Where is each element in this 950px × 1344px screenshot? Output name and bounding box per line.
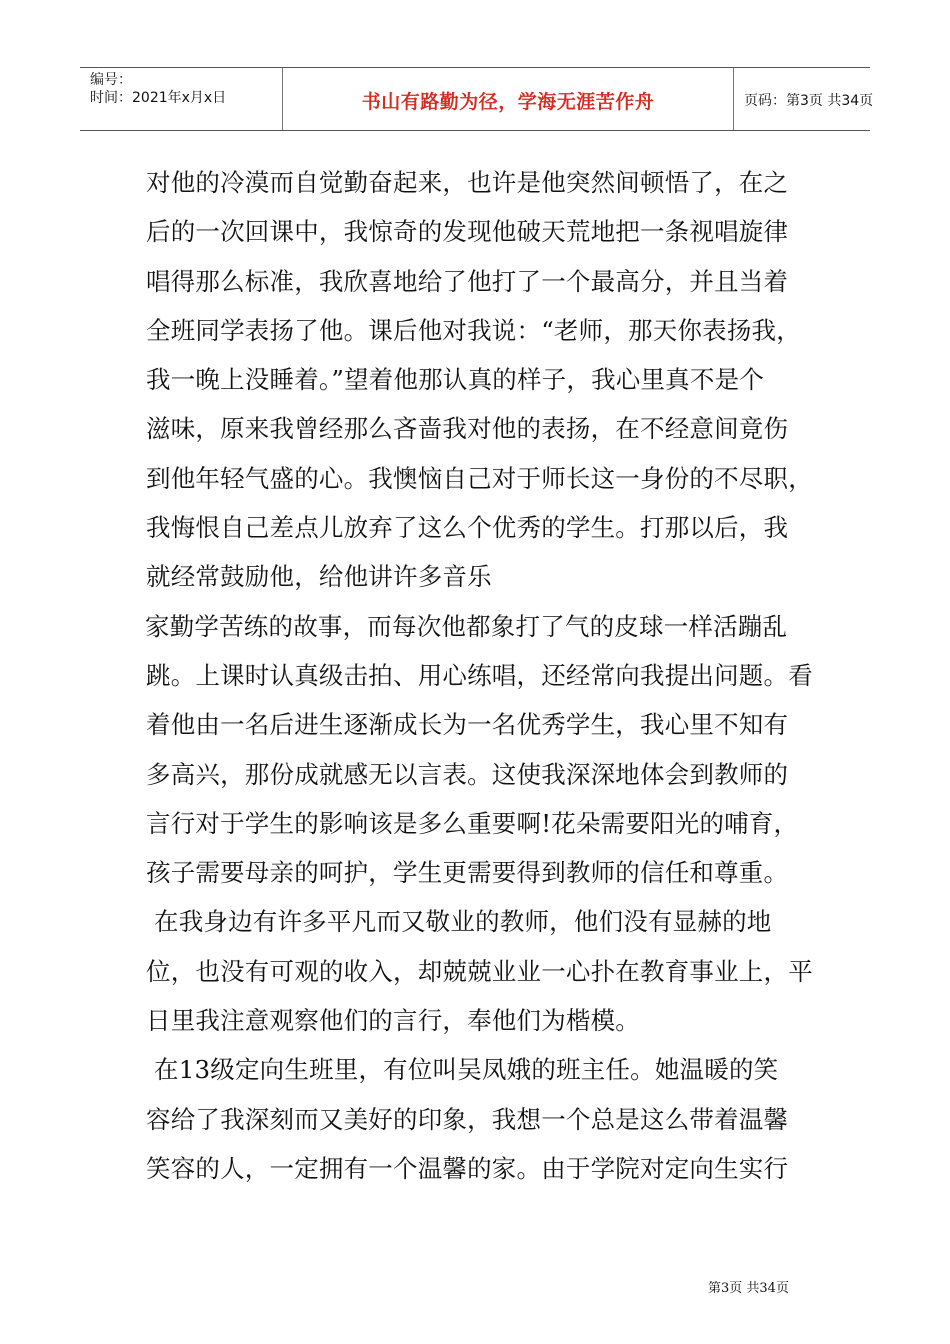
text-line: 全班同学表扬了他。课后他对我说：“老师，那天你表扬我， bbox=[146, 315, 801, 345]
text-line: 就经常鼓励他，给他讲许多音乐 bbox=[146, 562, 492, 592]
text-line: 我一晚上没睡着。”望着他那认真的样子，我心里真不是个 bbox=[146, 365, 764, 395]
text-line: 位，也没有可观的收入，却兢兢业业一心扑在教育事业上，平 bbox=[146, 956, 813, 986]
page-header bbox=[80, 67, 874, 131]
text-line: 日里我注意观察他们的言行，奉他们为楷模。 bbox=[146, 1006, 640, 1036]
text-line: 笑容的人，一定拥有一个温馨的家。由于学院对定向生实行 bbox=[146, 1153, 789, 1183]
header-page-code: 页码：第3页 共34页 bbox=[744, 93, 874, 109]
text-line: 我悔恨自己差点儿放弃了这么个优秀的学生。打那以后，我 bbox=[146, 513, 789, 543]
text-line: 着他由一名后进生逐渐成长为一名优秀学生，我心里不知有 bbox=[146, 710, 789, 740]
text-line: 容给了我深刻而又美好的印象，我想一个总是这么带着温馨 bbox=[146, 1104, 789, 1134]
text-line: 多高兴，那份成就感无以言表。这使我深深地体会到教师的 bbox=[146, 759, 789, 789]
text-line: 家勤学苦练的故事，而每次他都象打了气的皮球一样活蹦乱 bbox=[145, 611, 788, 641]
header-page-cell bbox=[734, 68, 874, 130]
text-line: 言行对于学生的影响该是多么重要啊!花朵需要阳光的哺育， bbox=[146, 808, 799, 838]
text-line: 跳。上课时认真级击拍、用心练唱，还经常向我提出问题。看 bbox=[146, 660, 813, 690]
document-body bbox=[146, 158, 816, 1193]
text-line: 滋味，原来我曾经那么吝啬我对他的表扬，在不经意间竟伤 bbox=[146, 414, 789, 444]
text-line: 到他年轻气盛的心。我懊恼自己对于师长这一身份的不尽职， bbox=[146, 463, 813, 493]
serial-number-label: 编号： bbox=[90, 72, 132, 88]
text-line: 孩子需要母亲的呵护，学生更需要得到教师的信任和尊重。 bbox=[146, 858, 789, 888]
header-motto-cell bbox=[282, 68, 734, 130]
date-label: 时间：2021年x月x日 bbox=[90, 90, 227, 106]
header-meta-cell bbox=[80, 68, 282, 130]
text-line: 在13级定向生班里，有位叫吴凤娥的班主任。她温暖的笑 bbox=[146, 1055, 779, 1085]
text-line: 后的一次回课中，我惊奇的发现他破天荒地把一条视唱旋律 bbox=[146, 217, 789, 247]
text-line: 唱得那么标准，我欣喜地给了他打了一个最高分，并且当着 bbox=[146, 266, 789, 296]
text-line: 在我身边有许多平凡而又敬业的教师，他们没有显赫的地 bbox=[146, 907, 772, 937]
page-footer: 第3页 共34页 bbox=[708, 1281, 789, 1296]
motto-text: 书山有路勤为径，学海无涯苦作舟 bbox=[361, 91, 655, 113]
text-line: 对他的冷漠而自觉勤奋起来，也许是他突然间顿悟了，在之 bbox=[146, 168, 789, 197]
